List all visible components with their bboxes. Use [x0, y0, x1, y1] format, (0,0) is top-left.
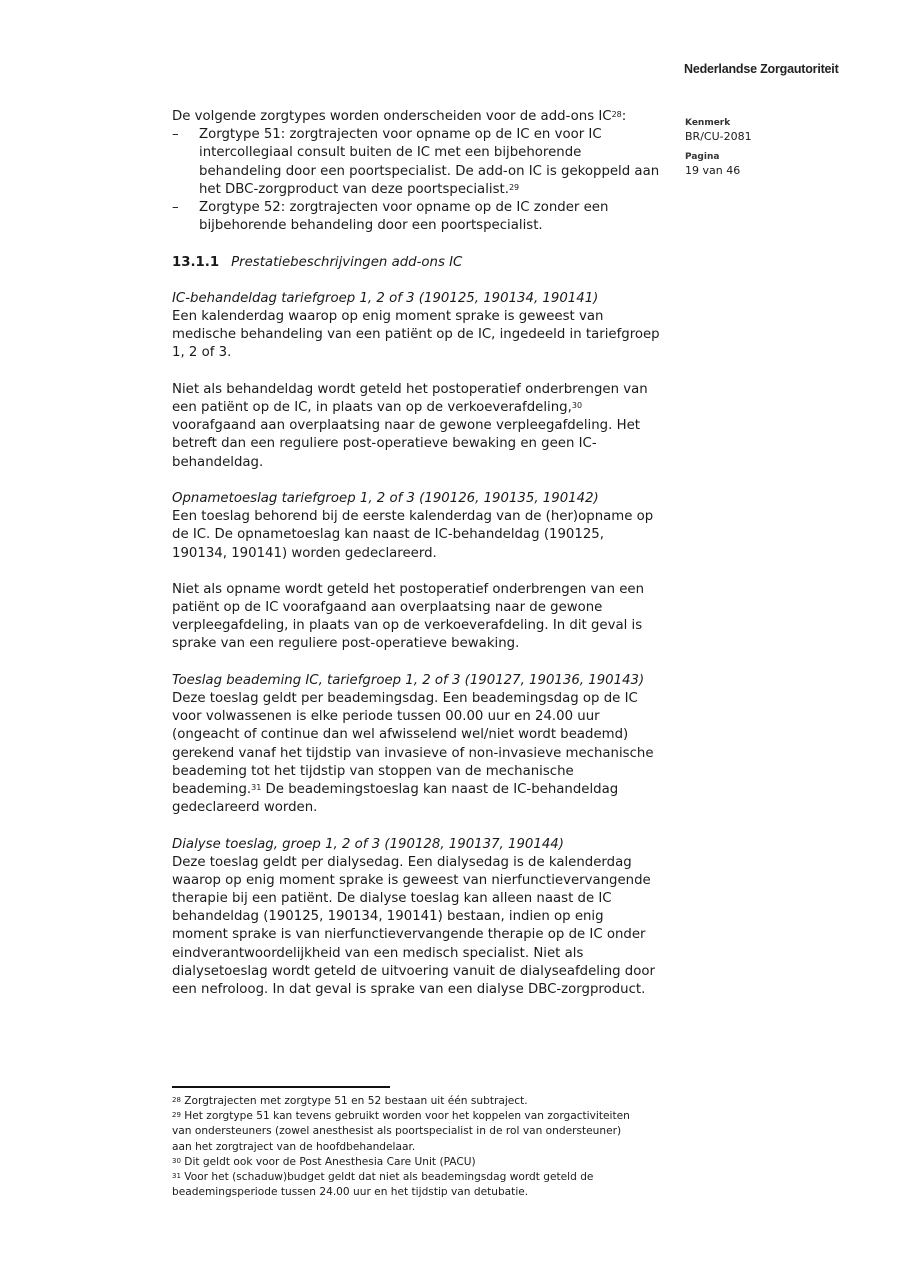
list-text: intercollegiaal consult buiten de IC met een bijbehorende	[199, 145, 582, 161]
organization-name: Nederlandse Zorgautoriteit	[684, 62, 839, 76]
list-text: het DBC-zorgproduct van deze poortspecialist.	[199, 181, 509, 197]
paragraph-line: patiënt op de IC voorafgaand aan overplaatsing naar de gewone	[172, 600, 603, 616]
intro-text: De volgende zorgtypes worden onderscheiden voor de add-ons IC	[172, 109, 612, 124]
footnote-number: 28	[172, 1096, 181, 1104]
kenmerk-value: BR/CU-2081	[685, 130, 752, 143]
paragraph-line: gerekend vanaf het tijdstip van invasieve of non-invasieve mechanische	[172, 745, 654, 761]
paragraph-line: dialysetoeslag wordt geteld de uitvoering vanuit de dialyseafdeling door	[172, 963, 655, 979]
paragraph-line: 190134, 190141) worden gedeclareerd.	[172, 545, 437, 561]
pagina-block	[685, 150, 740, 178]
block-title: Opnametoeslag tariefgroep 1, 2 of 3 (190126, 190135, 190142)	[172, 490, 599, 506]
paragraph-line: voor volwassenen is elke periode tussen 00.00 uur en 24.00 uur	[172, 709, 600, 725]
block-dialyse-toeslag	[172, 836, 692, 1000]
section-title: Prestatiebeschrijvingen add-ons IC	[231, 254, 463, 270]
intro-colon: :	[621, 109, 627, 124]
list-item-line	[172, 217, 692, 235]
intro-line	[172, 108, 692, 126]
paragraph-line: Een kalenderdag waarop op enig moment sprake is geweest van	[172, 309, 604, 325]
footnote-divider	[172, 1086, 390, 1088]
paragraph-line: sprake van een reguliere post-operatieve bewaking.	[172, 636, 520, 652]
kenmerk-block	[685, 116, 752, 144]
footnote-28	[172, 1094, 692, 1109]
footnote-text: Voor het (schaduw)budget geldt dat niet als beademingsdag wordt geteld de	[184, 1170, 594, 1183]
paragraph-line: Deze toeslag geldt per dialysedag. Een dialysedag is de kalenderdag	[172, 854, 632, 870]
list-item-line	[172, 163, 692, 181]
footnote-number: 29	[172, 1111, 181, 1120]
footnote-31	[172, 1170, 692, 1200]
paragraph-line	[172, 399, 692, 417]
paragraph-text: beademing.	[172, 781, 252, 797]
paragraph-line: gedeclareerd worden.	[172, 800, 318, 816]
paragraph-line: (ongeacht of continue dan wel afwisselend wel/niet wordt beademd)	[172, 727, 629, 743]
pagina-label: Pagina	[685, 152, 720, 162]
paragraph-line: behandeldag (190125, 190134, 190141) bestaan, indien op enig	[172, 909, 604, 925]
footnote-line: beademingsperiode tussen 24.00 uur en het tijdstip van detubatie.	[172, 1186, 529, 1199]
paragraph-line: betreft dan een reguliere post-operatieve bewaking en geen IC-	[172, 436, 597, 452]
paragraph-line: Een toeslag behorend bij de eerste kalenderdag van de (her)opname op	[172, 509, 654, 525]
footnotes	[172, 1094, 692, 1200]
paragraph-line: medische behandeling van een patiënt op de IC, ingedeeld in tariefgroep	[172, 327, 660, 343]
paragraph-line: beademing tot het tijdstip van stoppen van de mechanische	[172, 763, 574, 779]
section-number: 13.1.1	[172, 254, 220, 270]
paragraph-line: behandeldag.	[172, 454, 264, 470]
list-text: Zorgtype 52: zorgtrajecten voor opname op de IC zonder een	[199, 199, 609, 215]
footnote-29	[172, 1109, 692, 1155]
paragraph-line: een nefroloog. In dat geval is sprake van een dialyse DBC-zorgproduct.	[172, 982, 646, 997]
list-item-line	[172, 126, 692, 144]
footnote-line	[172, 1155, 692, 1170]
block-title: Toeslag beademing IC, tariefgroep 1, 2 of 3 (190127, 190136, 190143)	[172, 672, 645, 688]
block-title: IC-behandeldag tariefgroep 1, 2 of 3 (190125, 190134, 190141)	[172, 290, 599, 306]
dash-bullet: –	[172, 127, 179, 143]
list-item-zorgtype-51	[172, 126, 692, 199]
footnote-ref-30[interactable]: 30	[571, 401, 583, 410]
paragraph-line: therapie bij een patiënt. De dialyse toeslag kan alleen naast de IC	[172, 891, 612, 907]
list-text: Zorgtype 51: zorgtrajecten voor opname op de IC en voor IC	[199, 127, 602, 143]
paragraph-line: moment sprake is van nierfunctievervangende therapie op de IC onder	[172, 927, 646, 943]
footnote-line: aan het zorgtraject van de hoofdbehandelaar.	[172, 1140, 416, 1153]
footnote-30	[172, 1155, 692, 1170]
footnote-text: Dit geldt ook voor de Post Anesthesia Care Unit (PACU)	[184, 1155, 476, 1168]
paragraph-line: voorafgaand aan overplaatsing naar de gewone verpleegafdeling. Het	[172, 418, 640, 434]
footnote-line	[172, 1094, 692, 1109]
footnote-line: van ondersteuners (zowel anesthesist als poortspecialist in de rol van ondersteuner)	[172, 1125, 622, 1138]
list-item-line	[172, 199, 692, 217]
paragraph-line: Niet als opname wordt geteld het postoperatief onderbrengen van een	[172, 581, 645, 597]
paragraph-line: Deze toeslag geldt per beademingsdag. Een beademingsdag op de IC	[172, 691, 638, 706]
paragraph-line: de IC. De opnametoeslag kan naast de IC-behandeldag (190125,	[172, 527, 604, 543]
dash-bullet: –	[172, 199, 179, 215]
block-opnametoeslag	[172, 490, 692, 654]
footnote-line	[172, 1109, 692, 1124]
footnote-ref-31[interactable]: 31	[251, 782, 262, 792]
block-title: Dialyse toeslag, groep 1, 2 of 3 (190128, 190137, 190144)	[172, 836, 564, 852]
list-item-line	[172, 181, 692, 199]
paragraph-line: verpleegafdeling, in plaats van op de verkoeverafdeling. In dit geval is	[172, 618, 643, 634]
paragraph-line: eindverantwoordelijkheid van een medisch specialist. Niet als	[172, 945, 584, 961]
paragraph-line: Niet als behandeldag wordt geteld het postoperatief onderbrengen van	[172, 381, 648, 397]
footnote-number: 31	[172, 1171, 181, 1180]
footnote-text: Zorgtrajecten met zorgtype 51 en 52 bestaan uit één subtraject.	[184, 1095, 528, 1107]
list-text: behandeling door een poortspecialist. De add-on IC is gekoppeld aan	[199, 163, 660, 179]
footnote-ref-29[interactable]: 29	[508, 182, 520, 192]
paragraph-text: De beademingstoeslag kan naast de IC-behandeldag	[261, 781, 619, 797]
list-item-zorgtype-52	[172, 199, 692, 235]
list-text: bijbehorende behandeling door een poortspecialist.	[199, 218, 543, 234]
kenmerk-label: Kenmerk	[685, 118, 731, 128]
pagina-value: 19 van 46	[685, 164, 741, 177]
section-heading	[172, 254, 692, 272]
paragraph-line: 1, 2 of 3.	[172, 345, 232, 361]
block-ic-behandeldag	[172, 290, 692, 472]
paragraph-line	[172, 781, 692, 799]
footnote-ref-28[interactable]: 28	[611, 110, 622, 119]
zorgtype-list	[172, 126, 692, 235]
list-item-line	[172, 144, 692, 162]
footnote-text: Het zorgtype 51 kan tevens gebruikt worden voor het koppelen van zorgactiviteiten	[184, 1110, 630, 1123]
block-toeslag-beademing	[172, 672, 692, 818]
paragraph-line: waarop op enig moment sprake is geweest van nierfunctievervangende	[172, 872, 651, 888]
document-body	[172, 108, 692, 999]
footnote-line	[172, 1170, 692, 1185]
paragraph-text: een patiënt op de IC, in plaats van op de verkoeverafdeling,	[172, 400, 572, 415]
footnote-number: 30	[172, 1156, 181, 1165]
